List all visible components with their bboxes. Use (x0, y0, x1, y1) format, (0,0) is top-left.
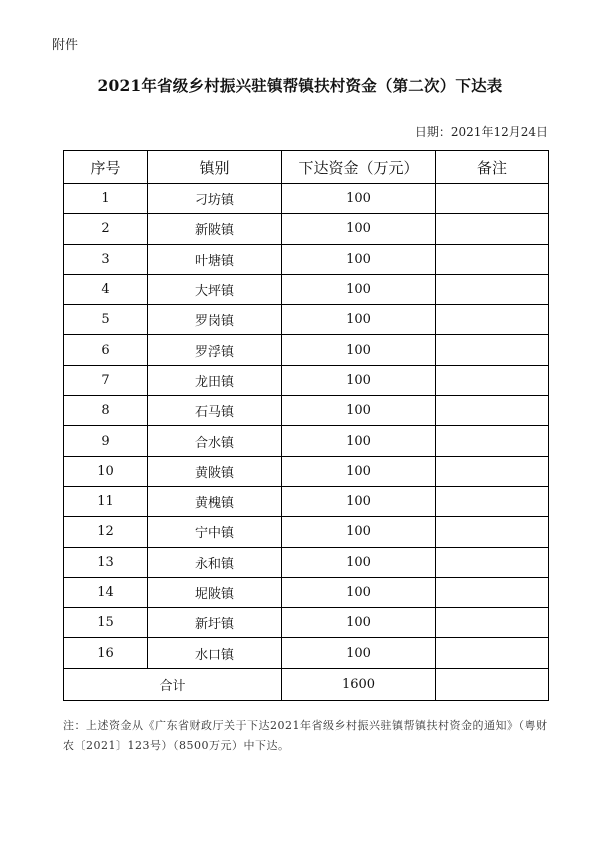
town-name-cell: 黄槐镇 (148, 486, 282, 516)
town-name-cell: 罗浮镇 (148, 335, 282, 365)
footnote: 注：上述资金从《广东省财政厅关于下达2021年省级乡村振兴驻镇帮镇扶村资金的通知》（粤财农〔2021〕123号）（8500万元）中下达。 (63, 719, 548, 752)
town-name-cell: 合水镇 (148, 426, 282, 456)
town-name-cell: 石马镇 (148, 396, 282, 426)
remark-cell (436, 456, 549, 486)
remark-cell (436, 335, 549, 365)
amount-cell: 100 (282, 486, 436, 516)
table-row (64, 244, 549, 274)
remark-cell (436, 577, 549, 607)
amount-cell: 100 (282, 274, 436, 304)
town-name-cell: 宁中镇 (148, 517, 282, 547)
table-row (64, 274, 549, 304)
column-header-no: 序号 (64, 151, 148, 184)
table-row (64, 426, 549, 456)
table-row (64, 638, 549, 668)
page-title: 2021年省级乡村振兴驻镇帮镇扶村资金（第二次）下达表 (97, 76, 503, 95)
amount-cell: 100 (282, 365, 436, 395)
amount-cell: 100 (282, 244, 436, 274)
amount-cell: 100 (282, 547, 436, 577)
remark-cell (436, 396, 549, 426)
remark-cell (436, 244, 549, 274)
table-row (64, 486, 549, 516)
column-header-amount: 下达资金（万元） (282, 151, 436, 184)
amount-cell: 100 (282, 305, 436, 335)
row-number-cell: 7 (64, 365, 148, 395)
row-number-cell: 5 (64, 305, 148, 335)
table-row (64, 547, 549, 577)
amount-cell: 100 (282, 456, 436, 486)
row-number-cell: 3 (64, 244, 148, 274)
remark-cell (436, 184, 549, 214)
remark-cell (436, 517, 549, 547)
row-number-cell: 13 (64, 547, 148, 577)
remark-cell (436, 638, 549, 668)
table-row (64, 335, 549, 365)
table-row (64, 517, 549, 547)
amount-cell: 100 (282, 396, 436, 426)
column-header-town: 镇别 (148, 151, 282, 184)
attachment-label: 附件 (52, 38, 79, 53)
table-row (64, 396, 549, 426)
remark-cell (436, 547, 549, 577)
town-name-cell: 罗岗镇 (148, 305, 282, 335)
amount-cell: 100 (282, 426, 436, 456)
town-name-cell: 水口镇 (148, 638, 282, 668)
town-name-cell: 龙田镇 (148, 365, 282, 395)
column-header-remark: 备注 (436, 151, 549, 184)
town-name-cell: 新圩镇 (148, 608, 282, 638)
remark-cell (436, 214, 549, 244)
remark-cell (436, 426, 549, 456)
row-number-cell: 2 (64, 214, 148, 244)
row-number-cell: 12 (64, 517, 148, 547)
amount-cell: 100 (282, 638, 436, 668)
table-row (64, 305, 549, 335)
remark-cell (436, 608, 549, 638)
remark-cell (436, 486, 549, 516)
town-name-cell: 黄陂镇 (148, 456, 282, 486)
row-number-cell: 15 (64, 608, 148, 638)
row-number-cell: 4 (64, 274, 148, 304)
town-name-cell: 永和镇 (148, 547, 282, 577)
total-row (64, 668, 549, 700)
remark-cell (436, 305, 549, 335)
table-row (64, 608, 549, 638)
amount-cell: 100 (282, 214, 436, 244)
town-name-cell: 大坪镇 (148, 274, 282, 304)
amount-cell: 100 (282, 184, 436, 214)
table-row (64, 365, 549, 395)
row-number-cell: 1 (64, 184, 148, 214)
town-name-cell: 叶塘镇 (148, 244, 282, 274)
row-number-cell: 16 (64, 638, 148, 668)
remark-cell (436, 274, 549, 304)
table-row (64, 184, 549, 214)
total-remark (436, 668, 549, 700)
row-number-cell: 11 (64, 486, 148, 516)
town-name-cell: 新陂镇 (148, 214, 282, 244)
row-number-cell: 10 (64, 456, 148, 486)
town-name-cell: 刁坊镇 (148, 184, 282, 214)
total-amount: 1600 (282, 668, 436, 700)
row-number-cell: 6 (64, 335, 148, 365)
row-number-cell: 9 (64, 426, 148, 456)
remark-cell (436, 365, 549, 395)
table-body (64, 184, 549, 669)
allocation-table (63, 150, 549, 701)
row-number-cell: 14 (64, 577, 148, 607)
row-number-cell: 8 (64, 396, 148, 426)
amount-cell: 100 (282, 517, 436, 547)
town-name-cell: 坭陂镇 (148, 577, 282, 607)
table-header-row (64, 151, 549, 184)
table-row (64, 214, 549, 244)
amount-cell: 100 (282, 608, 436, 638)
amount-cell: 100 (282, 335, 436, 365)
table-row (64, 456, 549, 486)
amount-cell: 100 (282, 577, 436, 607)
issue-date: 日期：2021年12月24日 (414, 125, 548, 139)
total-label: 合计 (64, 668, 282, 700)
table-row (64, 577, 549, 607)
